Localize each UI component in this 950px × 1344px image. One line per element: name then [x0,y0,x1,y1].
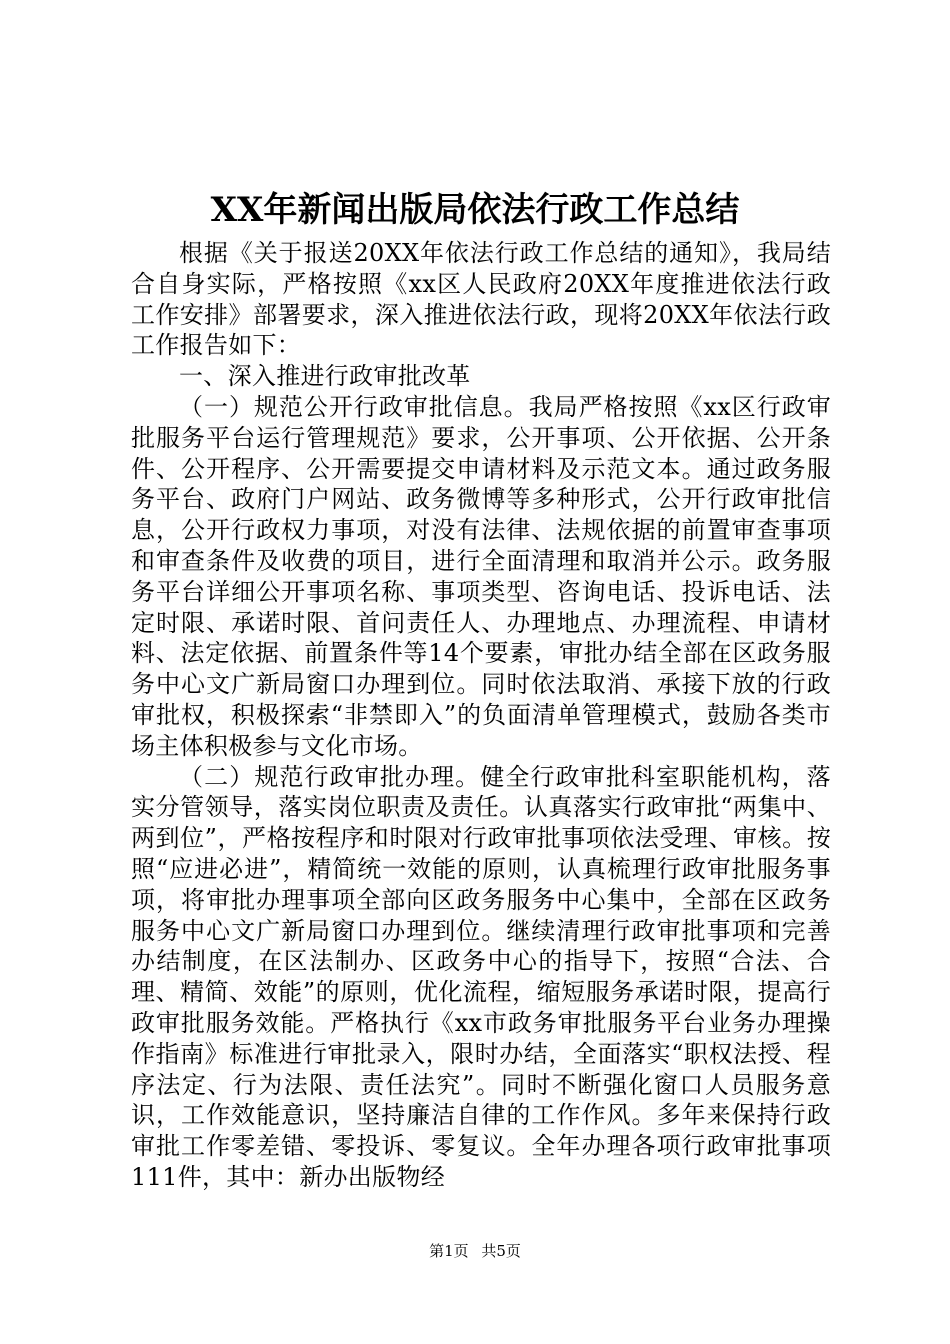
page-total: 共5页 [481,1242,521,1260]
page-footer [0,1240,950,1262]
page-number: 第1页 [429,1242,469,1260]
document-title: XX年新闻出版局依法行政工作总结 [210,190,740,230]
subsection-paragraph-1: （一）规范公开行政审批信息。我局严格按照《xx区行政审批服务平台运行管理规范》要求，公开事项、公开依据、公开条件、公开程序、公开需要提交申请材料及示范文本。通过政务服务平台、政府门户网站、政务微博等多种形式，公开行政审批信息，公开行政权力事项，对没有法律、法规依据的前置审查事项和审查条件及收费的项目，进行全面清理和取消并公示。政务服务平台详细公开事项名称、事项类型、咨询电话、投诉电话、法定时限、承诺时限、首问责任人、办理地点、办理流程、申请材料、法定依据、前置条件等14个要素，审批办结全部在区政务服务中心文广新局窗口办理到位。同时依法取消、承接下放的行政审批权，积极探索“非禁即入”的负面清单管理模式，鼓励各类市场主体积极参与文化市场。 [131,392,831,760]
intro-paragraph: 根据《关于报送20XX年依法行政工作总结的通知》，我局结合自身实际，严格按照《xx区人民政府20XX年度推进依法行政工作安排》部署要求，深入推进依法行政，现将20XX年依法行政工作报告如下： [131,239,831,360]
section-heading: 一、深入推进行政审批改革 [179,362,471,391]
subsection-paragraph-2: （二）规范行政审批办理。健全行政审批科室职能机构，落实分管领导，落实岗位职责及责任。认真落实行政审批“两集中、两到位”，严格按程序和时限对行政审批事项依法受理、审核。按照“应进必进”，精简统一效能的原则，认真梳理行政审批服务事项，将审批办理事项全部向区政务服务中心集中，全部在区政务服务中心文广新局窗口办理到位。继续清理行政审批事项和完善办结制度，在区法制办、区政务中心的指导下，按照“合法、合理、精简、效能”的原则，优化流程，缩短服务承诺时限，提高行政审批服务效能。严格执行《xx市政务审批服务平台业务办理操作指南》标准进行审批录入，限时办结，全面落实“职权法授、程序法定、行为法限、责任法究”。同时不断强化窗口人员服务意识，工作效能意识，坚持廉洁自律的工作作风。多年来保持行政审批工作零差错、零投诉、零复议。全年办理各项行政审批事项111件，其中：新办出版物经 [131,762,831,1191]
document-body [131,238,831,1193]
